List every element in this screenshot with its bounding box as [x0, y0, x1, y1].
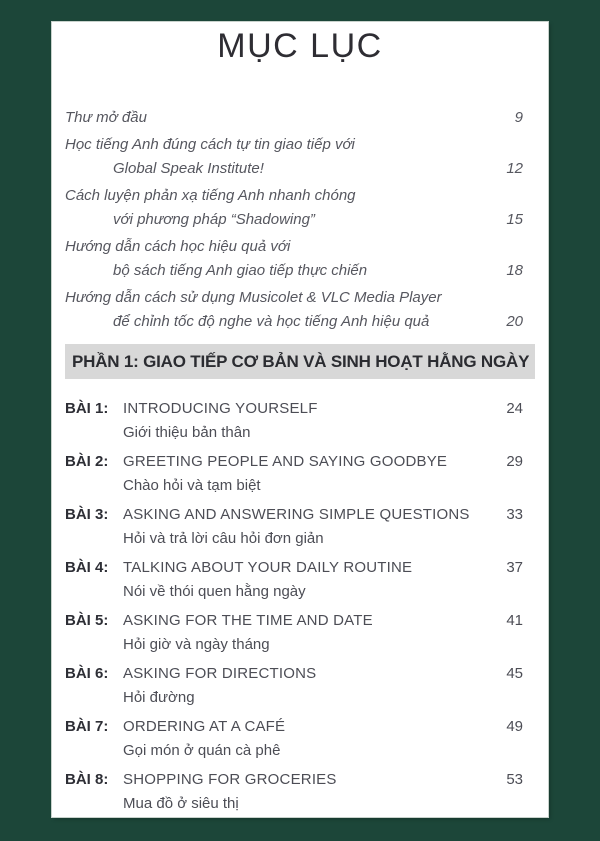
toc-lesson-entry [65, 450, 523, 498]
toc-lesson-entry [65, 609, 523, 657]
lesson-page-number: 24 [506, 400, 523, 417]
toc-intro-entry-text [65, 184, 489, 232]
toc-lesson-entry [65, 503, 523, 551]
lesson-subtitle-vietnamese: Nói về thói quen hằng ngày [123, 583, 306, 600]
lesson-title-english: SHOPPING FOR GROCERIES [123, 771, 337, 788]
toc-intro-page-number: 9 [514, 109, 523, 126]
toc-intro-entry [65, 184, 523, 232]
toc-intro-page-number: 18 [506, 262, 523, 279]
lesson-number-label: BÀI 4: [65, 559, 109, 576]
lesson-page-number: 33 [506, 506, 523, 523]
lesson-page-number: 49 [506, 718, 523, 735]
page-title: MỤC LỤC [217, 27, 383, 65]
lesson-title-english: TALKING ABOUT YOUR DAILY ROUTINE [123, 559, 413, 576]
toc-intro-entry [65, 235, 523, 283]
toc-intro-line-2: để chỉnh tốc độ nghe và học tiếng Anh hiệu quả [113, 313, 430, 330]
lesson-subtitle-vietnamese: Chào hỏi và tạm biệt [123, 477, 261, 494]
lesson-entries-list [65, 397, 535, 816]
lesson-title-english: INTRODUCING YOURSELF [123, 400, 318, 417]
toc-intro-line-2: Global Speak Institute! [113, 160, 264, 177]
lesson-page-number: 53 [506, 771, 523, 788]
section-header-bar [65, 344, 535, 379]
toc-intro-line-1: Cách luyện phản xạ tiếng Anh nhanh chóng [65, 187, 356, 204]
toc-intro-line-1: Học tiếng Anh đúng cách tự tin giao tiếp với [65, 136, 355, 153]
lesson-page-number: 41 [506, 612, 523, 629]
toc-intro-page-number: 15 [506, 211, 523, 228]
toc-intro-entry-text [65, 286, 489, 334]
lesson-number-label: BÀI 1: [65, 400, 109, 417]
lesson-page-number: 29 [506, 453, 523, 470]
toc-lesson-entry [65, 556, 523, 604]
toc-lesson-entry [65, 662, 523, 710]
toc-intro-line-2: bộ sách tiếng Anh giao tiếp thực chiến [113, 262, 368, 279]
toc-intro-line-1: Hướng dẫn cách sử dụng Musicolet & VLC Media Player [65, 289, 442, 306]
lesson-subtitle-vietnamese: Hỏi và trả lời câu hỏi đơn giản [123, 530, 324, 547]
toc-intro-line-1: Thư mở đầu [65, 109, 147, 126]
lesson-number-label: BÀI 3: [65, 506, 109, 523]
toc-intro-entry [65, 133, 523, 181]
toc-lesson-entry [65, 715, 523, 763]
lesson-page-number: 37 [506, 559, 523, 576]
lesson-title-english: ASKING FOR THE TIME AND DATE [123, 612, 373, 629]
toc-intro-page-number: 12 [506, 160, 523, 177]
lesson-subtitle-vietnamese: Mua đồ ở siêu thị [123, 795, 239, 812]
toc-intro-entry [65, 286, 523, 334]
lesson-page-number: 45 [506, 665, 523, 682]
lesson-number-label: BÀI 2: [65, 453, 109, 470]
lesson-title-english: ASKING AND ANSWERING SIMPLE QUESTIONS [123, 506, 470, 523]
toc-intro-line-1: Hướng dẫn cách học hiệu quả với [65, 238, 291, 255]
toc-intro-page-number: 20 [506, 313, 523, 330]
lesson-subtitle-vietnamese: Hỏi giờ và ngày tháng [123, 636, 270, 653]
lesson-subtitle-vietnamese: Giới thiệu bản thân [123, 424, 251, 441]
toc-intro-entry [65, 106, 523, 130]
lesson-number-label: BÀI 5: [65, 612, 109, 629]
toc-page [52, 22, 548, 817]
toc-lesson-entry [65, 397, 523, 445]
lesson-subtitle-vietnamese: Gọi món ở quán cà phê [123, 742, 281, 759]
lesson-title-english: ORDERING AT A CAFÉ [123, 718, 286, 735]
lesson-number-label: BÀI 7: [65, 718, 109, 735]
toc-intro-entry-text [65, 133, 489, 181]
toc-intro-entry-text [65, 235, 489, 283]
section-header-label: PHẦN 1: GIAO TIẾP CƠ BẢN VÀ SINH HOẠT HẰNG NGÀY [72, 351, 530, 371]
lesson-title-english: ASKING FOR DIRECTIONS [123, 665, 317, 682]
toc-lesson-entry [65, 768, 523, 816]
lesson-subtitle-vietnamese: Hỏi đường [123, 689, 195, 706]
intro-entries-list [65, 106, 535, 334]
toc-intro-line-2: với phương pháp “Shadowing” [113, 211, 315, 228]
lesson-number-label: BÀI 6: [65, 665, 109, 682]
lesson-number-label: BÀI 8: [65, 771, 109, 788]
lesson-title-english: GREETING PEOPLE AND SAYING GOODBYE [123, 453, 448, 470]
toc-intro-entry-text [65, 106, 489, 130]
